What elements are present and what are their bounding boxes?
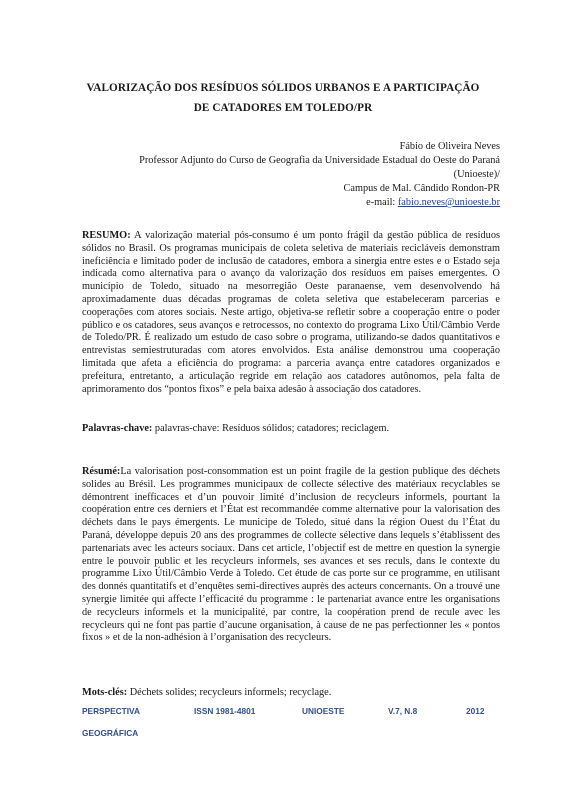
footer-journal-line1: PERSPECTIVA [82, 706, 140, 716]
footer-year: 2012 [466, 706, 485, 716]
mots-cles [82, 686, 500, 699]
resume-label: Résumé: [82, 466, 121, 477]
title-line-1: VALORIZAÇÃO DOS RESÍDUOS SÓLIDOS URBANOS E A PARTICIPAÇÃO [86, 82, 480, 94]
footer-journal-line2: GEOGRÁFICA [82, 728, 139, 738]
resumo-label: RESUMO: [82, 230, 131, 241]
author-email-line [80, 196, 500, 210]
footer-volume: V.7, N.8 [388, 706, 418, 716]
author-affiliation-cont: (Unioeste)/ [453, 169, 500, 180]
email-label: e-mail: [366, 197, 396, 208]
resume-paragraph [82, 466, 500, 645]
resumo-text: A valorização material pós-consumo é um ponto frágil da gestão pública de resíduos sólidos no Brasil. Os programas municipais de coleta seletiva de materiais recicláveis demonstram ineficiência e limitado poder de inclusão de catadores, embora a sinergia entre estes e o Estado seja indicada como alternativa para o avanço da valorização dos resíduos em países emergentes. O município de Toledo, situado na mesorregião Oeste paranaense, vem desenvolvendo há aproximadamente duas décadas programas de coleta seletiva que estabeleceram parcerias e cooperações com atores sociais. Neste artigo, objetiva-se refletir sobre a cooperação entre o poder público e os catadores, seus avanços e retrocessos, no contexto do programa Lixo Útil/Câmbio Verde de Toledo/PR. É realizado um estudo de caso sobre o programa, utilizando-se dados quantitativos e entrevistas semiestruturadas com atores envolvidos. Esta análise demonstrou uma cooperação limitada que afeta a eficiência do programa: a parceria avança entre catadores organizados e prefeitura, entretanto, a articulação regride em relação aos catadores autônomos, pela falta de aprimoramento dos “pontos fixos” e pela baixa adesão à associação dos catadores. [82, 230, 500, 395]
author-campus: Campus de Mal. Cândido Rondon-PR [343, 183, 500, 194]
footer-issn: ISSN 1981-4801 [194, 706, 256, 716]
resumo-paragraph [82, 230, 500, 396]
palavras-chave [82, 422, 500, 435]
palavras-text: palavras-chave: Resíduos sólidos; catadores; reciclagem. [152, 423, 390, 434]
page-footer [82, 706, 502, 746]
author-affiliation: Professor Adjunto do Curso de Geografia da Universidade Estadual do Oeste do Paraná [139, 155, 500, 166]
motscles-text: Déchets solides; recycleurs informels; recyclage. [127, 687, 332, 698]
palavras-label: Palavras-chave: [82, 423, 153, 434]
paper-title [60, 78, 506, 118]
author-name: Fábio de Oliveira Neves [399, 141, 500, 152]
title-line-2: DE CATADORES EM TOLEDO/PR [193, 102, 373, 114]
footer-institution: UNIOESTE [302, 706, 345, 716]
author-block [80, 140, 500, 210]
resume-text: La valorisation post-consommation est un point fragile de la gestion publique des déchets solides au Brésil. Les programmes municipaux de collecte sélective des matériaux recyclables se démontrent inefficaces et d’un pouvoir limité d’inclusion de recycleurs informels, pourtant la coopération entre ces derniers et l’État est recommandée comme alternative pour la valorisation des déchets dans le pays émergents. Le municipe de Toledo, situé dans la région Ouest du l’État du Paraná, développe depuis 20 ans des programmes de collecte sélective dans lequels s’établissent des partenariats avec les acteurs sociaux. Dans cet article, l’objectif est de mettre en question la synergie entre le pouvoir public et les recycleurs informels, ses avances et ses reculs, dans le contexte du programme Lixo Útil/Câmbio Verde à Toledo. Cet étude de cas porte sur ce programme, en utilisant des donnés quantitatifs et d’enquêtes semi-directives auprès des acteurs concernants. On a trouvé une synergie limitée qui affecte l’efficacité du programme : le partenariat avance entre les organisations de recycleurs informels et la municipalité, par contre, la coopération prend de recule avec les recycleurs qui ne font pas partie d’aucune organisation, à cause de ne pas perfectionner les « pontos fixos » et de la non-adhésion à l’organisation des recycleurs. [82, 466, 500, 644]
email-link[interactable]: fabio.neves@unioeste.br [397, 197, 500, 208]
motscles-label: Mots-clés: [82, 687, 128, 698]
